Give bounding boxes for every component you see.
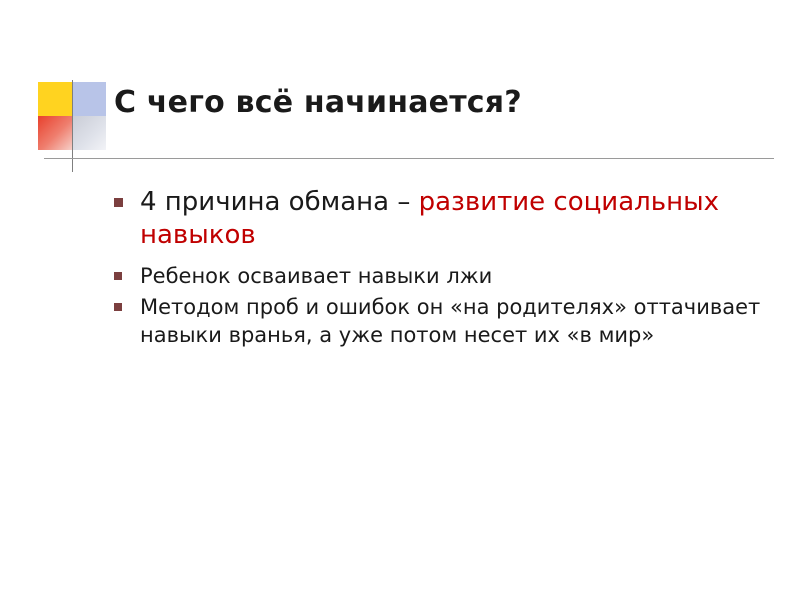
bullet-text: Методом проб и ошибок он «на родителях» оттачивает навыки вранья, а уже потом несет их «в мир» xyxy=(140,295,761,347)
gray-square-icon xyxy=(72,116,106,150)
slide-title: С чего всё начинается? xyxy=(114,85,522,120)
bullet-marker-icon xyxy=(114,303,122,311)
bullet-text-accent: развитие социальных навыков xyxy=(140,187,719,250)
decorative-squares xyxy=(28,82,114,168)
bullet-text-lead: 4 причина обмана – xyxy=(140,187,419,217)
blue-square-icon xyxy=(72,82,106,116)
bullet-marker-icon xyxy=(114,272,122,280)
bullet-item-3 xyxy=(112,294,782,349)
bullet-text: Ребенок осваивает навыки лжи xyxy=(140,264,493,288)
slide-body xyxy=(112,186,782,353)
bullet-item-2 xyxy=(112,263,782,290)
bullet-item-1 xyxy=(112,186,782,251)
bullet-marker-icon xyxy=(114,198,123,207)
yellow-square-icon xyxy=(38,82,72,116)
title-divider xyxy=(44,158,774,159)
red-square-icon xyxy=(38,116,72,150)
